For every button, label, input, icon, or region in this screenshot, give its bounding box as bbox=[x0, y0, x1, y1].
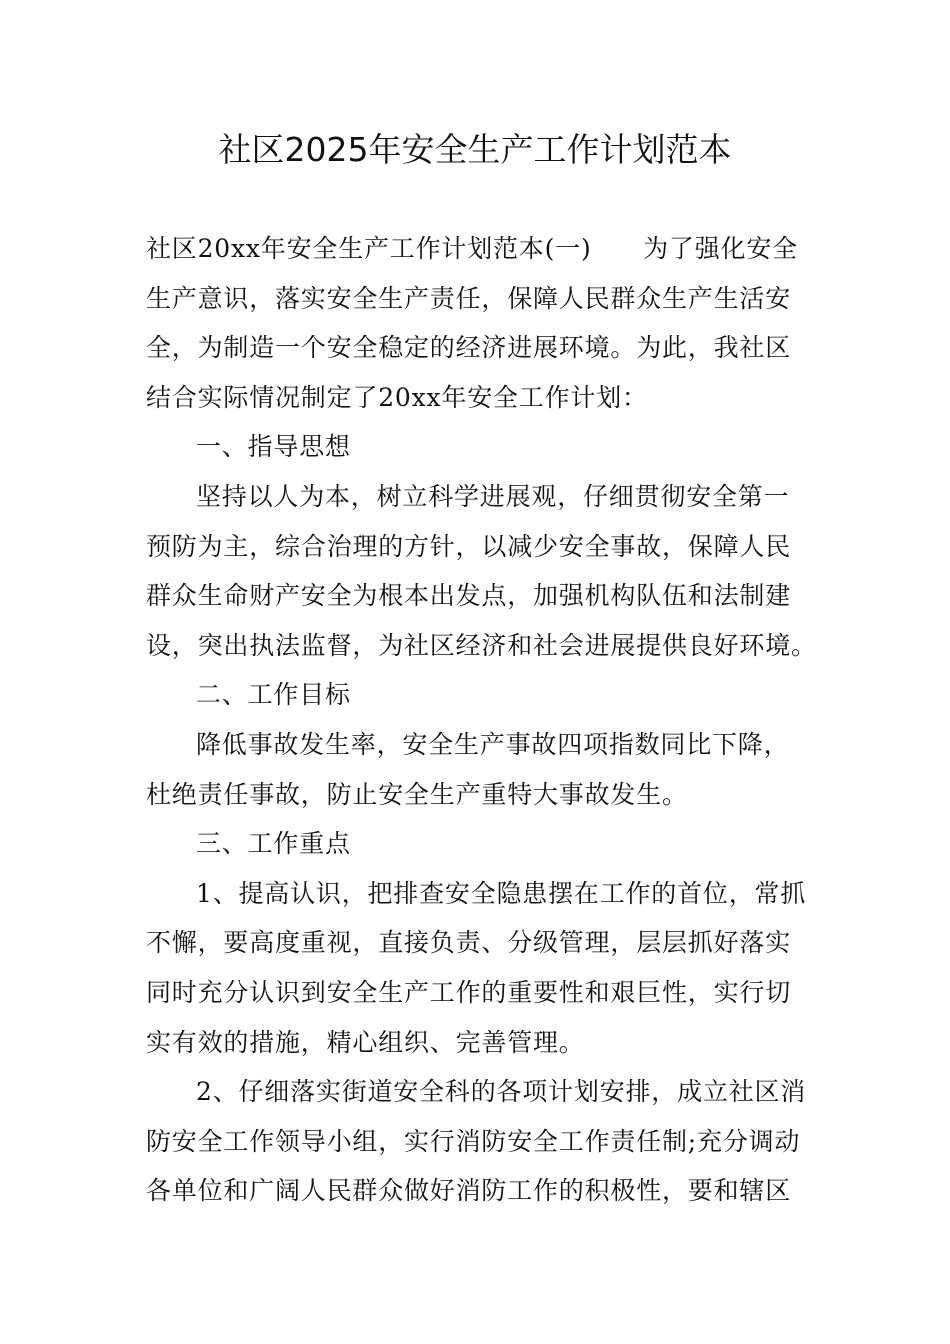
text-line: 各单位和广阔人民群众做好消防工作的积极性，要和辖区 bbox=[146, 1176, 792, 1206]
text-line: 结合实际情况制定了20xx年安全工作计划： bbox=[146, 382, 648, 412]
text-line: 设，突出执法监督，为社区经济和社会进展提供良好环境。 bbox=[146, 630, 817, 660]
text-line: 杜绝责任事故，防止安全生产重特大事故发生。 bbox=[146, 779, 688, 809]
text-line: 预防为主，综合治理的方针，以减少安全事故，保障人民 bbox=[146, 531, 792, 561]
text-line: 全，为制造一个安全稳定的经济进展环境。为此，我社区 bbox=[146, 333, 792, 363]
text-line: 同时充分认识到安全生产工作的重要性和艰巨性，实行切 bbox=[146, 977, 792, 1007]
text-line: 三、工作重点 bbox=[196, 829, 351, 859]
text-line: 防安全工作领导小组，实行消防安全工作责任制;充分调动 bbox=[146, 1126, 801, 1156]
text-line: 二、工作目标 bbox=[196, 680, 351, 710]
text-line: 坚持以人为本，树立科学进展观，仔细贯彻安全第一 bbox=[196, 481, 790, 511]
text-line: 1、提高认识，把排查安全隐患摆在工作的首位，常抓 bbox=[196, 878, 807, 908]
text-line: 生产意识，落实安全生产责任，保障人民群众生产生活安 bbox=[146, 283, 792, 313]
text-line: 实有效的措施，精心组织、完善管理。 bbox=[146, 1027, 585, 1057]
text-line: 社区20xx年安全生产工作计划范本(一) 为了强化安全 bbox=[146, 234, 798, 263]
text-line: 一、指导思想 bbox=[196, 432, 351, 462]
text-line: 群众生命财产安全为根本出发点，加强机构队伍和法制建 bbox=[146, 581, 792, 611]
document-body bbox=[146, 224, 817, 1216]
document-title: 社区2025年安全生产工作计划范本 bbox=[218, 130, 732, 169]
text-line: 降低事故发生率，安全生产事故四项指数同比下降， bbox=[196, 729, 790, 759]
text-line: 不懈，要高度重视，直接负责、分级管理，层层抓好落实 bbox=[146, 928, 792, 958]
text-line: 2、仔细落实街道安全科的各项计划安排，成立社区消 bbox=[196, 1077, 807, 1107]
